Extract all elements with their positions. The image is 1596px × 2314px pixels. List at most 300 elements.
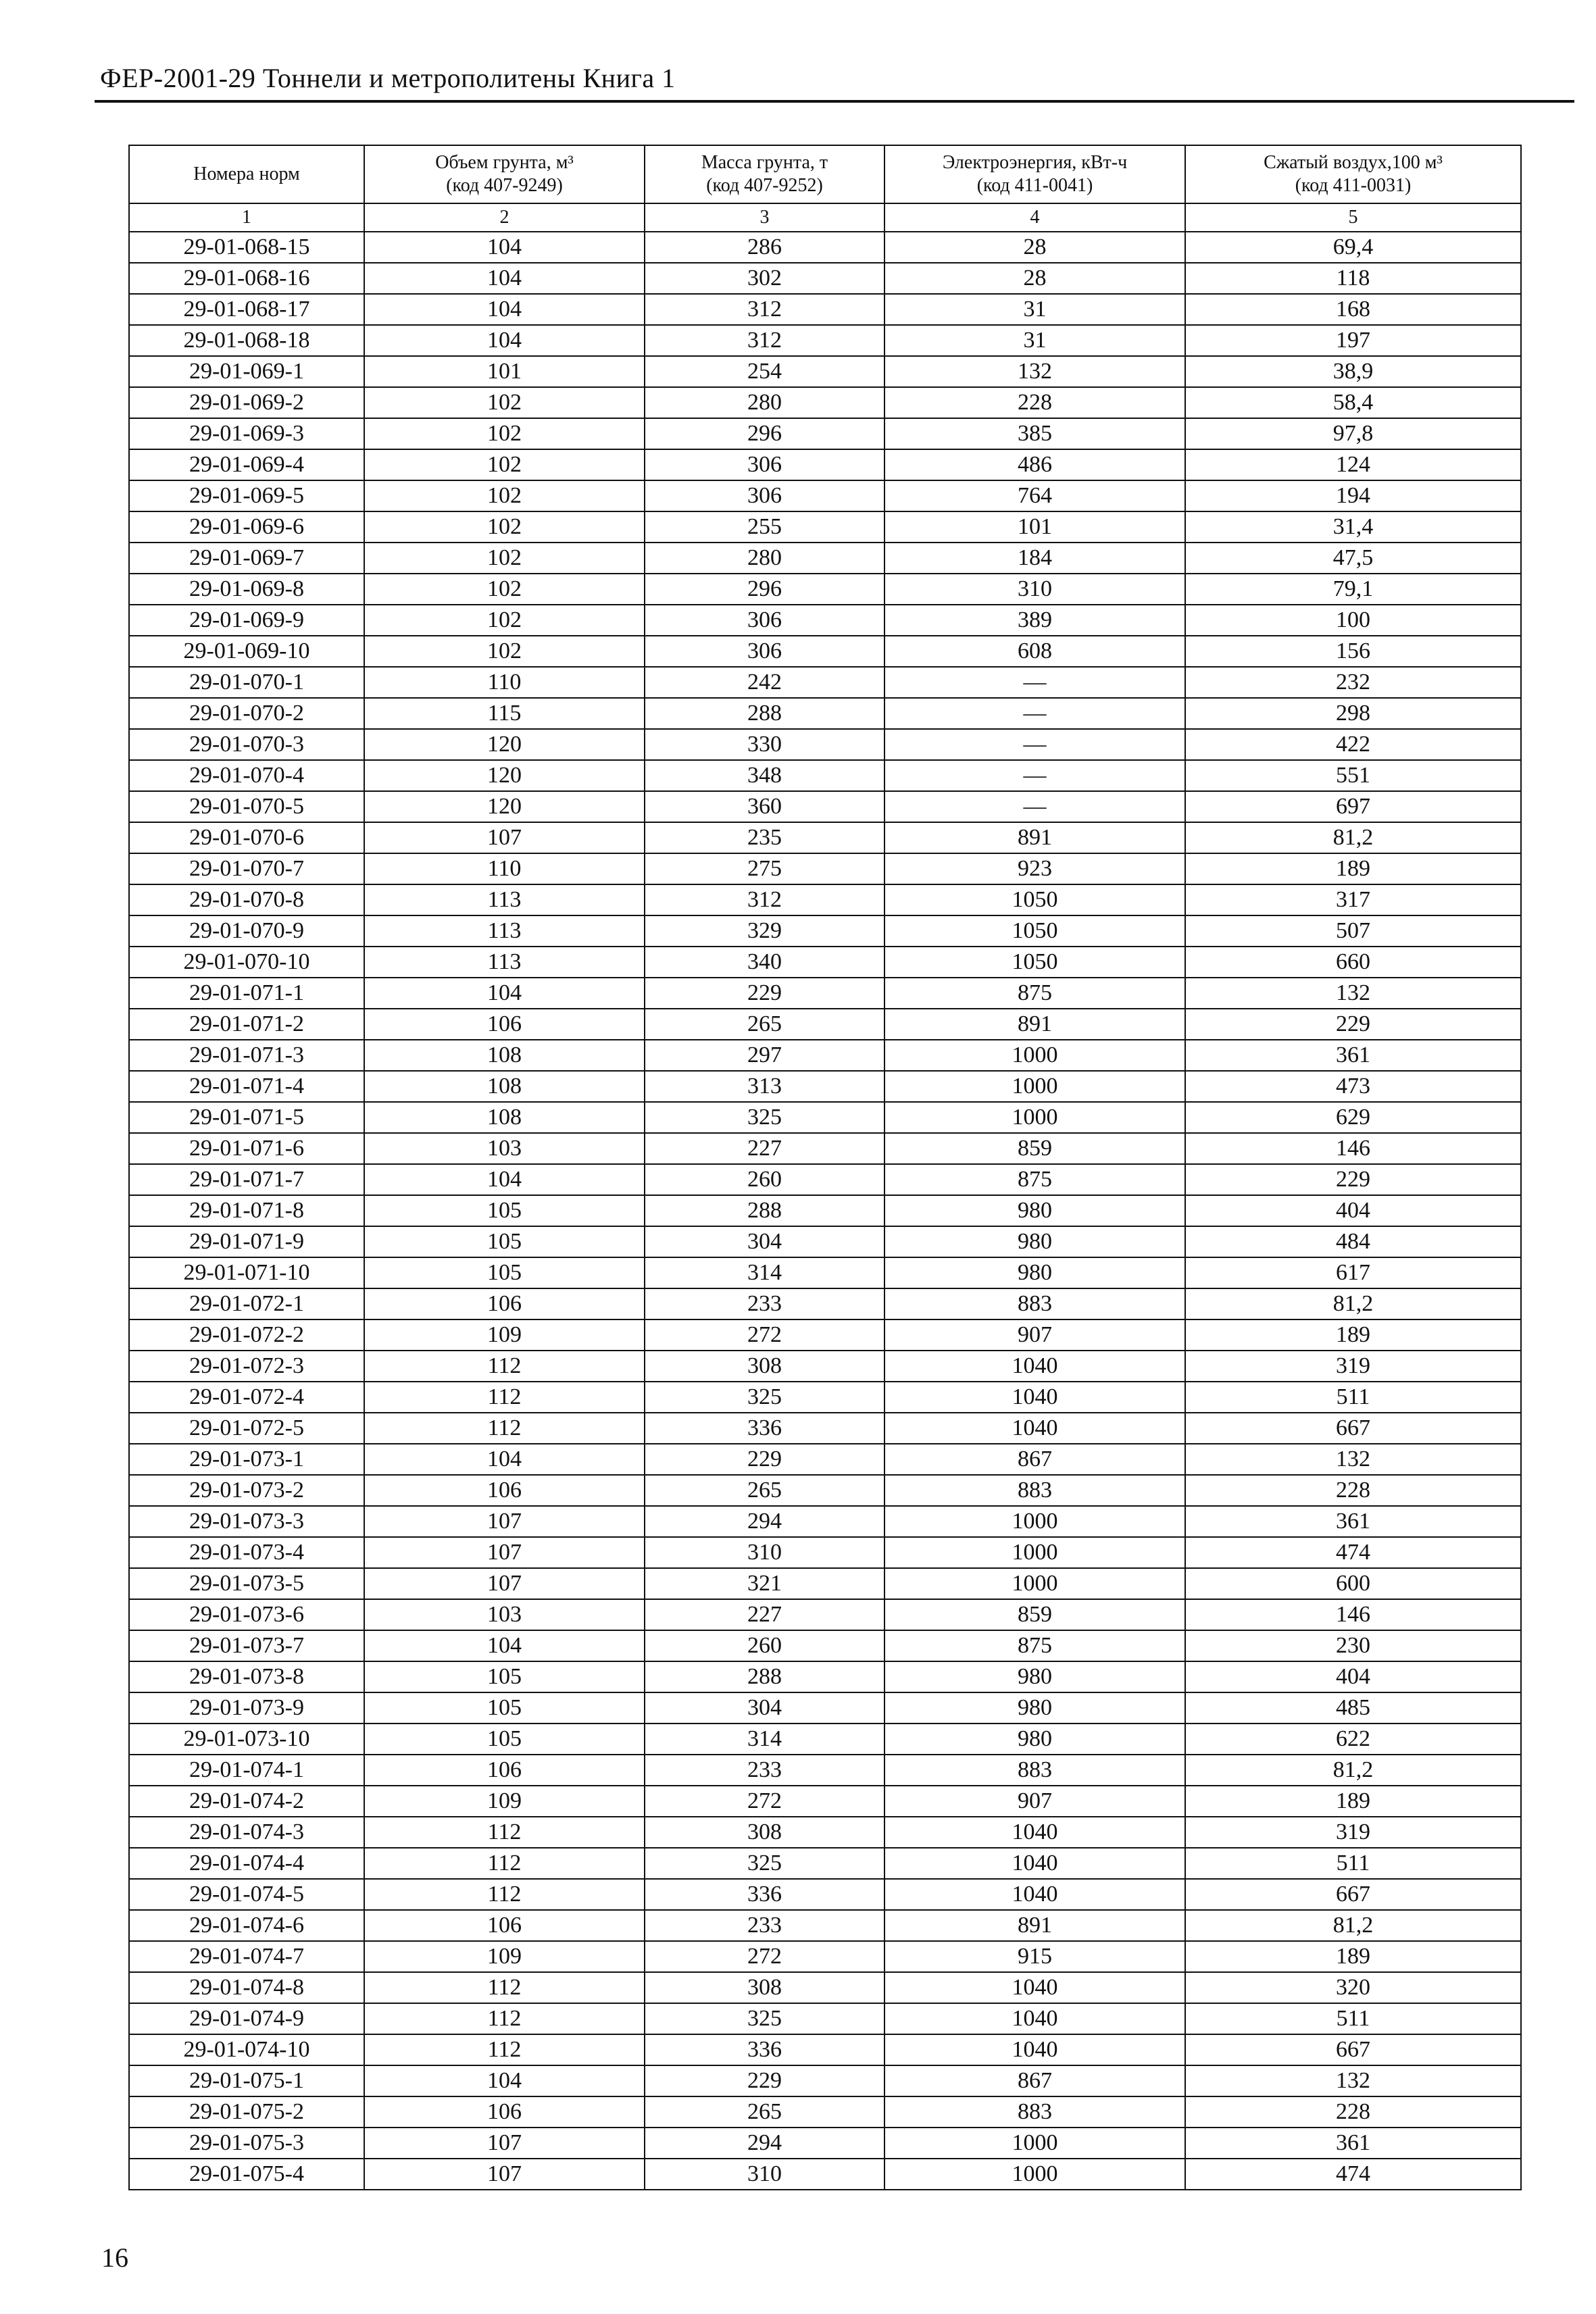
soil-mass-cell: 336: [645, 1879, 884, 1910]
compressed-air-cell: 189: [1185, 853, 1521, 884]
norm-number-cell: 29-01-074-10: [129, 2034, 364, 2065]
norm-number-cell: 29-01-069-2: [129, 387, 364, 418]
table-body: [129, 232, 1521, 2190]
electricity-cell: 228: [884, 387, 1185, 418]
compressed-air-cell: 319: [1185, 1817, 1521, 1848]
soil-mass-cell: 312: [645, 325, 884, 356]
table-row: [129, 791, 1521, 822]
soil-mass-cell: 308: [645, 1817, 884, 1848]
soil-mass-cell: 325: [645, 2003, 884, 2034]
soil-mass-cell: 260: [645, 1630, 884, 1661]
soil-mass-cell: 280: [645, 387, 884, 418]
compressed-air-cell: 319: [1185, 1351, 1521, 1382]
soil-volume-cell: 107: [364, 1537, 645, 1568]
norm-number-cell: 29-01-071-8: [129, 1195, 364, 1226]
soil-volume-cell: 104: [364, 1164, 645, 1195]
compressed-air-cell: 511: [1185, 1848, 1521, 1879]
electricity-cell: 1000: [884, 2159, 1185, 2190]
soil-mass-cell: 306: [645, 605, 884, 636]
electricity-cell: 875: [884, 1164, 1185, 1195]
soil-volume-cell: 105: [364, 1692, 645, 1724]
column-header-soil-volume: [364, 145, 645, 203]
soil-volume-cell: 112: [364, 1413, 645, 1444]
table-row: [129, 698, 1521, 729]
table-row: [129, 1444, 1521, 1475]
column-number-row: [129, 203, 1521, 232]
soil-volume-cell: 112: [364, 1382, 645, 1413]
electricity-cell: 1000: [884, 2128, 1185, 2159]
soil-mass-cell: 288: [645, 698, 884, 729]
norm-number-cell: 29-01-072-2: [129, 1319, 364, 1351]
soil-volume-cell: 104: [364, 232, 645, 263]
electricity-cell: 1040: [884, 2003, 1185, 2034]
compressed-air-cell: 317: [1185, 884, 1521, 915]
compressed-air-cell: 124: [1185, 449, 1521, 480]
soil-mass-cell: 286: [645, 232, 884, 263]
compressed-air-cell: 228: [1185, 1475, 1521, 1506]
norm-number-cell: 29-01-074-9: [129, 2003, 364, 2034]
soil-mass-cell: 233: [645, 1755, 884, 1786]
norm-number-cell: 29-01-071-9: [129, 1226, 364, 1257]
header-divider: [95, 100, 1574, 103]
soil-volume-cell: 106: [364, 1288, 645, 1319]
soil-mass-cell: 227: [645, 1133, 884, 1164]
compressed-air-cell: 485: [1185, 1692, 1521, 1724]
column-number: 2: [364, 203, 645, 232]
compressed-air-cell: 189: [1185, 1941, 1521, 1972]
soil-volume-cell: 102: [364, 636, 645, 667]
soil-mass-cell: 340: [645, 947, 884, 978]
soil-mass-cell: 233: [645, 1910, 884, 1941]
norm-number-cell: 29-01-069-9: [129, 605, 364, 636]
norm-number-cell: 29-01-069-8: [129, 574, 364, 605]
electricity-cell: 980: [884, 1226, 1185, 1257]
electricity-cell: 28: [884, 232, 1185, 263]
norm-number-cell: 29-01-071-5: [129, 1102, 364, 1133]
compressed-air-cell: 551: [1185, 760, 1521, 791]
electricity-cell: —: [884, 791, 1185, 822]
table-row: [129, 1102, 1521, 1133]
norm-number-cell: 29-01-070-8: [129, 884, 364, 915]
soil-mass-cell: 265: [645, 1009, 884, 1040]
soil-mass-cell: 336: [645, 2034, 884, 2065]
soil-volume-cell: 102: [364, 543, 645, 574]
column-header-code: (код 407-9249): [446, 175, 563, 196]
soil-volume-cell: 113: [364, 915, 645, 947]
soil-volume-cell: 105: [364, 1226, 645, 1257]
norm-number-cell: 29-01-075-4: [129, 2159, 364, 2190]
norm-number-cell: 29-01-073-6: [129, 1599, 364, 1630]
compressed-air-cell: 146: [1185, 1133, 1521, 1164]
norm-number-cell: 29-01-073-2: [129, 1475, 364, 1506]
compressed-air-cell: 58,4: [1185, 387, 1521, 418]
soil-mass-cell: 296: [645, 574, 884, 605]
table-row: [129, 1133, 1521, 1164]
table-row: [129, 1817, 1521, 1848]
soil-volume-cell: 103: [364, 1599, 645, 1630]
table-row: [129, 605, 1521, 636]
norm-number-cell: 29-01-073-10: [129, 1724, 364, 1755]
electricity-cell: 891: [884, 1009, 1185, 1040]
table-row: [129, 1413, 1521, 1444]
compressed-air-cell: 404: [1185, 1195, 1521, 1226]
compressed-air-cell: 31,4: [1185, 511, 1521, 543]
electricity-cell: 608: [884, 636, 1185, 667]
soil-mass-cell: 308: [645, 1351, 884, 1382]
electricity-cell: 1040: [884, 1848, 1185, 1879]
norm-number-cell: 29-01-069-3: [129, 418, 364, 449]
electricity-cell: 1000: [884, 1537, 1185, 1568]
soil-volume-cell: 106: [364, 2096, 645, 2128]
electricity-cell: 28: [884, 263, 1185, 294]
table-row: [129, 2096, 1521, 2128]
norm-number-cell: 29-01-073-3: [129, 1506, 364, 1537]
electricity-cell: 1050: [884, 947, 1185, 978]
electricity-cell: 1040: [884, 2034, 1185, 2065]
soil-volume-cell: 102: [364, 387, 645, 418]
electricity-cell: 1000: [884, 1568, 1185, 1599]
table-row: [129, 978, 1521, 1009]
compressed-air-cell: 660: [1185, 947, 1521, 978]
soil-volume-cell: 120: [364, 729, 645, 760]
soil-mass-cell: 310: [645, 1537, 884, 1568]
table-row: [129, 1599, 1521, 1630]
electricity-cell: 101: [884, 511, 1185, 543]
soil-mass-cell: 302: [645, 263, 884, 294]
compressed-air-cell: 97,8: [1185, 418, 1521, 449]
soil-mass-cell: 265: [645, 1475, 884, 1506]
column-header-label: Номера норм: [193, 164, 300, 184]
electricity-cell: 486: [884, 449, 1185, 480]
table-row: [129, 543, 1521, 574]
table-row: [129, 263, 1521, 294]
norm-number-cell: 29-01-075-2: [129, 2096, 364, 2128]
norm-number-cell: 29-01-069-5: [129, 480, 364, 511]
compressed-air-cell: 229: [1185, 1009, 1521, 1040]
page-title: ФЕР-2001-29 Тоннели и метрополитены Книга 1: [100, 63, 676, 93]
soil-volume-cell: 105: [364, 1724, 645, 1755]
compressed-air-cell: 232: [1185, 667, 1521, 698]
soil-volume-cell: 104: [364, 978, 645, 1009]
table-row: [129, 1537, 1521, 1568]
norm-number-cell: 29-01-073-4: [129, 1537, 364, 1568]
norm-number-cell: 29-01-073-8: [129, 1661, 364, 1692]
table-row: [129, 1475, 1521, 1506]
norm-number-cell: 29-01-071-7: [129, 1164, 364, 1195]
soil-mass-cell: 310: [645, 2159, 884, 2190]
soil-mass-cell: 304: [645, 1692, 884, 1724]
column-header-electricity: [884, 145, 1185, 203]
electricity-cell: 1000: [884, 1102, 1185, 1133]
norm-number-cell: 29-01-070-6: [129, 822, 364, 853]
electricity-cell: 184: [884, 543, 1185, 574]
table-row: [129, 1786, 1521, 1817]
electricity-cell: 132: [884, 356, 1185, 387]
soil-mass-cell: 280: [645, 543, 884, 574]
table-row: [129, 356, 1521, 387]
norm-number-cell: 29-01-068-18: [129, 325, 364, 356]
table-row: [129, 1568, 1521, 1599]
soil-mass-cell: 260: [645, 1164, 884, 1195]
electricity-cell: 31: [884, 325, 1185, 356]
norm-number-cell: 29-01-072-5: [129, 1413, 364, 1444]
compressed-air-cell: 600: [1185, 1568, 1521, 1599]
norm-number-cell: 29-01-071-1: [129, 978, 364, 1009]
column-header-norm-number: [129, 145, 364, 203]
column-header-label: Электроэнергия, кВт-ч: [942, 152, 1128, 173]
electricity-cell: 980: [884, 1661, 1185, 1692]
column-number: 1: [129, 203, 364, 232]
compressed-air-cell: 474: [1185, 1537, 1521, 1568]
compressed-air-cell: 69,4: [1185, 232, 1521, 263]
table-row: [129, 1040, 1521, 1071]
soil-volume-cell: 110: [364, 853, 645, 884]
soil-mass-cell: 306: [645, 636, 884, 667]
soil-mass-cell: 308: [645, 1972, 884, 2003]
electricity-cell: 310: [884, 574, 1185, 605]
electricity-cell: 891: [884, 822, 1185, 853]
norm-number-cell: 29-01-072-1: [129, 1288, 364, 1319]
soil-volume-cell: 106: [364, 1910, 645, 1941]
electricity-cell: 907: [884, 1786, 1185, 1817]
table-row: [129, 2003, 1521, 2034]
norm-number-cell: 29-01-069-7: [129, 543, 364, 574]
electricity-cell: 980: [884, 1692, 1185, 1724]
table-row: [129, 1009, 1521, 1040]
soil-mass-cell: 294: [645, 2128, 884, 2159]
column-header-label: Масса грунта, т: [701, 152, 828, 173]
soil-mass-cell: 272: [645, 1786, 884, 1817]
page-number: 16: [101, 2242, 128, 2273]
compressed-air-cell: 474: [1185, 2159, 1521, 2190]
soil-volume-cell: 110: [364, 667, 645, 698]
table-row: [129, 822, 1521, 853]
table-row: [129, 1071, 1521, 1102]
table-row: [129, 1848, 1521, 1879]
soil-volume-cell: 107: [364, 1506, 645, 1537]
soil-volume-cell: 106: [364, 1009, 645, 1040]
electricity-cell: 1040: [884, 1351, 1185, 1382]
column-header-code: (код 411-0031): [1295, 175, 1412, 196]
electricity-cell: 1000: [884, 1071, 1185, 1102]
table-row: [129, 1724, 1521, 1755]
norm-number-cell: 29-01-071-2: [129, 1009, 364, 1040]
table-row: [129, 1972, 1521, 2003]
compressed-air-cell: 361: [1185, 2128, 1521, 2159]
compressed-air-cell: 168: [1185, 294, 1521, 325]
compressed-air-cell: 473: [1185, 1071, 1521, 1102]
compressed-air-cell: 511: [1185, 1382, 1521, 1413]
soil-volume-cell: 108: [364, 1071, 645, 1102]
soil-mass-cell: 330: [645, 729, 884, 760]
soil-volume-cell: 105: [364, 1195, 645, 1226]
electricity-cell: 389: [884, 605, 1185, 636]
electricity-cell: 923: [884, 853, 1185, 884]
column-number: 4: [884, 203, 1185, 232]
norm-number-cell: 29-01-073-5: [129, 1568, 364, 1599]
soil-mass-cell: 288: [645, 1661, 884, 1692]
norm-number-cell: 29-01-069-4: [129, 449, 364, 480]
column-header-label: Сжатый воздух,100 м³: [1264, 152, 1443, 173]
compressed-air-cell: 361: [1185, 1040, 1521, 1071]
soil-volume-cell: 109: [364, 1786, 645, 1817]
soil-mass-cell: 272: [645, 1319, 884, 1351]
table-row: [129, 1879, 1521, 1910]
norm-number-cell: 29-01-075-3: [129, 2128, 364, 2159]
electricity-cell: 883: [884, 1288, 1185, 1319]
soil-volume-cell: 112: [364, 1972, 645, 2003]
norm-number-cell: 29-01-068-16: [129, 263, 364, 294]
norm-number-cell: 29-01-074-4: [129, 1848, 364, 1879]
electricity-cell: 1040: [884, 1817, 1185, 1848]
soil-volume-cell: 105: [364, 1257, 645, 1288]
compressed-air-cell: 132: [1185, 2065, 1521, 2096]
soil-volume-cell: 109: [364, 1319, 645, 1351]
soil-mass-cell: 325: [645, 1848, 884, 1879]
soil-mass-cell: 254: [645, 356, 884, 387]
soil-volume-cell: 107: [364, 2128, 645, 2159]
electricity-cell: 867: [884, 1444, 1185, 1475]
soil-volume-cell: 107: [364, 2159, 645, 2190]
soil-mass-cell: 314: [645, 1257, 884, 1288]
norm-number-cell: 29-01-074-7: [129, 1941, 364, 1972]
soil-mass-cell: 306: [645, 480, 884, 511]
norm-number-cell: 29-01-070-1: [129, 667, 364, 698]
compressed-air-cell: 194: [1185, 480, 1521, 511]
soil-volume-cell: 104: [364, 2065, 645, 2096]
soil-volume-cell: 102: [364, 605, 645, 636]
soil-volume-cell: 112: [364, 1351, 645, 1382]
soil-mass-cell: 360: [645, 791, 884, 822]
electricity-cell: 1050: [884, 915, 1185, 947]
soil-volume-cell: 103: [364, 1133, 645, 1164]
norm-number-cell: 29-01-071-10: [129, 1257, 364, 1288]
table-row: [129, 1164, 1521, 1195]
compressed-air-cell: 422: [1185, 729, 1521, 760]
norm-number-cell: 29-01-074-8: [129, 1972, 364, 2003]
norm-number-cell: 29-01-069-10: [129, 636, 364, 667]
soil-volume-cell: 112: [364, 1879, 645, 1910]
electricity-cell: 891: [884, 1910, 1185, 1941]
table-row: [129, 387, 1521, 418]
table-row: [129, 1226, 1521, 1257]
electricity-cell: 1040: [884, 1382, 1185, 1413]
table-row: [129, 1195, 1521, 1226]
norm-number-cell: 29-01-071-4: [129, 1071, 364, 1102]
electricity-cell: —: [884, 729, 1185, 760]
compressed-air-cell: 81,2: [1185, 1910, 1521, 1941]
compressed-air-cell: 189: [1185, 1319, 1521, 1351]
norm-number-cell: 29-01-070-5: [129, 791, 364, 822]
soil-mass-cell: 272: [645, 1941, 884, 1972]
soil-volume-cell: 112: [364, 2003, 645, 2034]
norms-table: [128, 145, 1522, 2190]
table-row: [129, 1630, 1521, 1661]
compressed-air-cell: 629: [1185, 1102, 1521, 1133]
norm-number-cell: 29-01-073-7: [129, 1630, 364, 1661]
soil-volume-cell: 108: [364, 1102, 645, 1133]
table-row: [129, 2065, 1521, 2096]
soil-mass-cell: 227: [645, 1599, 884, 1630]
norm-number-cell: 29-01-071-6: [129, 1133, 364, 1164]
table-row: [129, 1319, 1521, 1351]
table-row: [129, 574, 1521, 605]
soil-mass-cell: 255: [645, 511, 884, 543]
compressed-air-cell: 156: [1185, 636, 1521, 667]
norm-number-cell: 29-01-075-1: [129, 2065, 364, 2096]
soil-mass-cell: 297: [645, 1040, 884, 1071]
compressed-air-cell: 298: [1185, 698, 1521, 729]
table-row: [129, 1288, 1521, 1319]
table-row: [129, 232, 1521, 263]
table-row: [129, 1351, 1521, 1382]
electricity-cell: 764: [884, 480, 1185, 511]
table-row: [129, 1941, 1521, 1972]
electricity-cell: 859: [884, 1133, 1185, 1164]
compressed-air-cell: 81,2: [1185, 1755, 1521, 1786]
electricity-cell: 385: [884, 418, 1185, 449]
soil-volume-cell: 113: [364, 947, 645, 978]
compressed-air-cell: 229: [1185, 1164, 1521, 1195]
electricity-cell: 883: [884, 2096, 1185, 2128]
norm-number-cell: 29-01-070-4: [129, 760, 364, 791]
compressed-air-cell: 511: [1185, 2003, 1521, 2034]
table-row: [129, 1382, 1521, 1413]
compressed-air-cell: 197: [1185, 325, 1521, 356]
soil-mass-cell: 313: [645, 1071, 884, 1102]
soil-volume-cell: 107: [364, 822, 645, 853]
soil-mass-cell: 275: [645, 853, 884, 884]
compressed-air-cell: 622: [1185, 1724, 1521, 1755]
header-row: [129, 145, 1521, 203]
electricity-cell: 859: [884, 1599, 1185, 1630]
table-row: [129, 325, 1521, 356]
table-row: [129, 1506, 1521, 1537]
soil-volume-cell: 120: [364, 791, 645, 822]
soil-mass-cell: 314: [645, 1724, 884, 1755]
soil-volume-cell: 107: [364, 1568, 645, 1599]
electricity-cell: 980: [884, 1724, 1185, 1755]
electricity-cell: 980: [884, 1257, 1185, 1288]
compressed-air-cell: 132: [1185, 1444, 1521, 1475]
table-row: [129, 2034, 1521, 2065]
column-header-soil-mass: [645, 145, 884, 203]
table-row: [129, 2128, 1521, 2159]
soil-volume-cell: 109: [364, 1941, 645, 1972]
soil-volume-cell: 120: [364, 760, 645, 791]
soil-mass-cell: 325: [645, 1102, 884, 1133]
electricity-cell: —: [884, 698, 1185, 729]
table-row: [129, 667, 1521, 698]
soil-mass-cell: 296: [645, 418, 884, 449]
soil-volume-cell: 113: [364, 884, 645, 915]
soil-mass-cell: 229: [645, 978, 884, 1009]
electricity-cell: 1040: [884, 1413, 1185, 1444]
electricity-cell: 980: [884, 1195, 1185, 1226]
soil-volume-cell: 102: [364, 449, 645, 480]
soil-volume-cell: 104: [364, 263, 645, 294]
electricity-cell: 915: [884, 1941, 1185, 1972]
electricity-cell: 31: [884, 294, 1185, 325]
compressed-air-cell: 361: [1185, 1506, 1521, 1537]
soil-volume-cell: 102: [364, 511, 645, 543]
compressed-air-cell: 697: [1185, 791, 1521, 822]
compressed-air-cell: 667: [1185, 1413, 1521, 1444]
table-row: [129, 2159, 1521, 2190]
table-row: [129, 449, 1521, 480]
table-row: [129, 884, 1521, 915]
table-row: [129, 1257, 1521, 1288]
